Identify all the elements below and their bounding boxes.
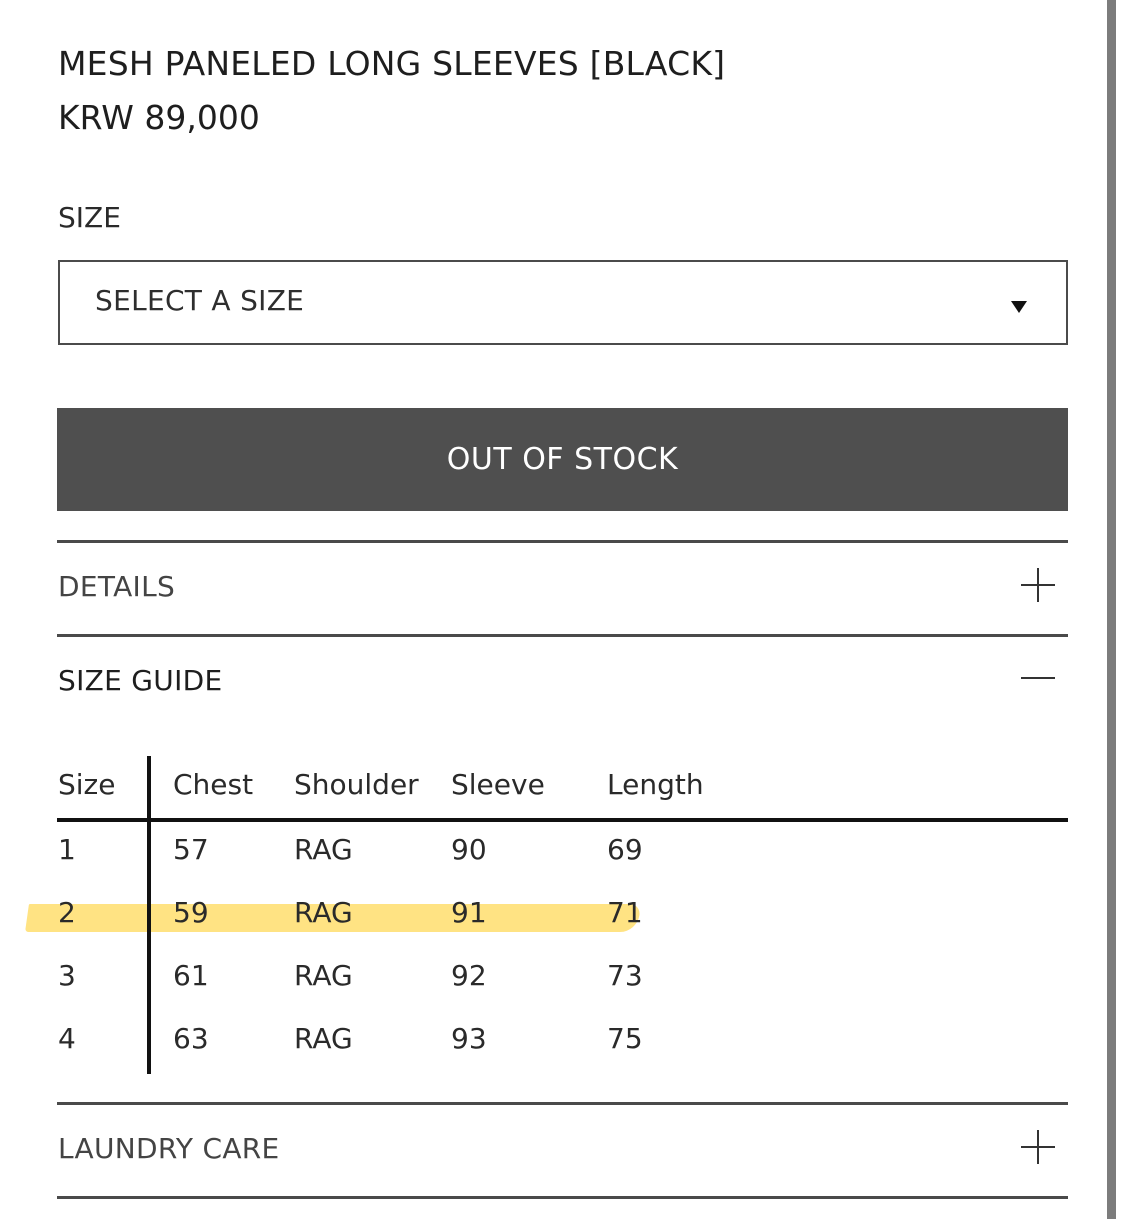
table-cell-length: 69 bbox=[607, 833, 643, 866]
table-cell-length: 73 bbox=[607, 959, 643, 992]
details-label: DETAILS bbox=[58, 570, 176, 603]
table-cell-sleeve: 93 bbox=[451, 1022, 487, 1055]
section-divider bbox=[57, 1196, 1068, 1199]
table-cell-shoulder: RAG bbox=[294, 833, 353, 866]
table-header-divider bbox=[57, 818, 1068, 822]
plus-icon[interactable] bbox=[1021, 568, 1055, 602]
table-cell-size: 1 bbox=[58, 833, 76, 866]
table-cell-size: 4 bbox=[58, 1022, 76, 1055]
product-price: KRW 89,000 bbox=[58, 98, 260, 137]
table-cell-length: 71 bbox=[607, 896, 643, 929]
triangle-down-icon bbox=[1011, 301, 1027, 313]
table-cell-chest: 61 bbox=[173, 959, 209, 992]
table-header-size: Size bbox=[58, 768, 116, 801]
table-cell-length: 75 bbox=[607, 1022, 643, 1055]
size-select-placeholder: SELECT A SIZE bbox=[95, 284, 305, 317]
table-header-shoulder: Shoulder bbox=[294, 768, 419, 801]
table-header-length: Length bbox=[607, 768, 704, 801]
size-guide-table bbox=[57, 756, 1068, 1076]
minus-icon[interactable] bbox=[1021, 661, 1055, 695]
scrollbar[interactable] bbox=[1107, 0, 1116, 1219]
table-cell-sleeve: 92 bbox=[451, 959, 487, 992]
table-cell-chest: 63 bbox=[173, 1022, 209, 1055]
plus-icon[interactable] bbox=[1021, 1130, 1055, 1164]
table-header-chest: Chest bbox=[173, 768, 254, 801]
details-section-header[interactable] bbox=[57, 542, 1068, 632]
table-column-divider bbox=[147, 756, 151, 1074]
table-cell-chest: 57 bbox=[173, 833, 209, 866]
laundry-care-section-header[interactable] bbox=[57, 1104, 1068, 1194]
table-cell-shoulder: RAG bbox=[294, 896, 353, 929]
size-guide-section-header[interactable] bbox=[57, 636, 1068, 726]
table-cell-sleeve: 90 bbox=[451, 833, 487, 866]
table-cell-shoulder: RAG bbox=[294, 959, 353, 992]
laundry-care-label: LAUNDRY CARE bbox=[58, 1132, 280, 1165]
table-cell-size: 2 bbox=[58, 896, 76, 929]
table-cell-chest: 59 bbox=[173, 896, 209, 929]
out-of-stock-button[interactable]: OUT OF STOCK bbox=[57, 408, 1068, 511]
table-cell-size: 3 bbox=[58, 959, 76, 992]
product-title: MESH PANELED LONG SLEEVES [BLACK] bbox=[58, 44, 726, 83]
table-cell-shoulder: RAG bbox=[294, 1022, 353, 1055]
size-select-dropdown[interactable] bbox=[58, 260, 1068, 345]
size-guide-label: SIZE GUIDE bbox=[58, 664, 223, 697]
table-cell-sleeve: 91 bbox=[451, 896, 487, 929]
table-header-sleeve: Sleeve bbox=[451, 768, 545, 801]
size-label: SIZE bbox=[58, 201, 121, 234]
